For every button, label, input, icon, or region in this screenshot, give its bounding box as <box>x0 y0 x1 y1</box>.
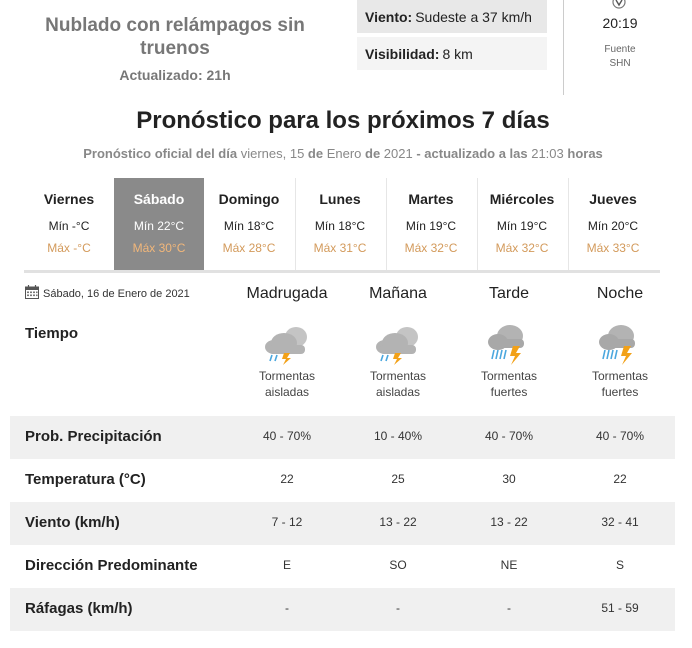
table-cell: - <box>396 601 400 615</box>
day-name: Domingo <box>218 191 280 207</box>
visibility-box <box>357 37 547 70</box>
weather-description: Tormentas fuertes <box>480 369 538 399</box>
table-cell: 25 <box>391 472 405 486</box>
day-min: Mín 18°C <box>314 219 366 233</box>
day-name: Martes <box>408 191 454 207</box>
period-noche: Noche <box>596 285 644 302</box>
table-cell: 22 <box>280 472 294 486</box>
table-row <box>10 502 675 545</box>
cloud-storm-isolated-icon <box>264 323 310 365</box>
period-madrugada: Madrugada <box>246 285 328 302</box>
day-tab-viernes[interactable] <box>24 178 114 270</box>
row-label: Temperatura (°C) <box>25 471 146 488</box>
detail-date: Sábado, 16 de Enero de 2021 <box>43 288 190 300</box>
table-cell: NE <box>500 558 518 572</box>
wind-value: Sudeste a 37 km/h <box>415 8 532 25</box>
table-cell: 40 - 70% <box>484 429 534 443</box>
day-min: Mín -°C <box>48 219 90 233</box>
day-max: Máx -°C <box>47 241 91 255</box>
table-cell: 22 <box>613 472 627 486</box>
table-cell: - <box>285 601 289 615</box>
day-min: Mín 22°C <box>133 219 185 233</box>
day-tab-domingo[interactable] <box>204 178 294 270</box>
day-name: Lunes <box>319 191 361 207</box>
current-time: 20:19 <box>602 15 638 31</box>
table-row <box>10 459 675 502</box>
day-tab-jueves[interactable] <box>568 178 658 270</box>
weather-description: Tormentas fuertes <box>591 369 649 399</box>
table-cell: 40 - 70% <box>262 429 312 443</box>
day-max: Máx 33°C <box>586 241 640 255</box>
row-label: Dirección Predominante <box>25 557 198 574</box>
day-min: Mín 20°C <box>587 219 639 233</box>
cloud-storm-isolated-icon <box>375 323 421 365</box>
weather-description: Tormentas aisladas <box>369 369 427 399</box>
day-max: Máx 32°C <box>495 241 549 255</box>
weather-row-label: Tiempo <box>25 325 79 342</box>
day-selector <box>24 178 660 273</box>
day-name: Jueves <box>589 191 637 207</box>
table-cell: - <box>507 601 511 615</box>
source-value: SHN <box>609 58 631 69</box>
day-tab-lunes[interactable] <box>295 178 385 270</box>
divider <box>563 0 564 95</box>
day-max: Máx 30°C <box>132 241 186 255</box>
table-cell: SO <box>389 558 407 572</box>
day-max: Máx 28°C <box>222 241 276 255</box>
table-cell: 32 - 41 <box>601 515 639 529</box>
source-label: Fuente <box>604 44 636 55</box>
period-tarde: Tarde <box>488 285 530 302</box>
table-cell: 10 - 40% <box>373 429 423 443</box>
visibility-value: 8 km <box>442 45 473 62</box>
cloud-storm-strong-icon <box>486 323 532 365</box>
day-tab-martes[interactable] <box>386 178 476 270</box>
day-min: Mín 19°C <box>496 219 548 233</box>
table-row <box>10 416 675 459</box>
weather-description: Tormentas aisladas <box>258 369 316 399</box>
table-cell: 40 - 70% <box>595 429 645 443</box>
day-name: Miércoles <box>489 191 555 207</box>
row-label: Ráfagas (km/h) <box>25 600 133 617</box>
wind-label: Viento: <box>365 8 413 25</box>
forecast-title: Pronóstico para los próximos 7 días <box>136 107 550 134</box>
day-tab-miercoles[interactable] <box>477 178 567 270</box>
visibility-label: Visibilidad: <box>365 45 440 62</box>
day-tab-sabado[interactable] <box>114 178 204 270</box>
table-row <box>10 545 675 588</box>
table-cell: 7 - 12 <box>271 515 303 529</box>
current-updated: Actualizado: 21h <box>119 67 231 83</box>
table-cell: S <box>615 558 624 572</box>
day-name: Viernes <box>43 191 95 207</box>
row-label: Prob. Precipitación <box>25 428 162 445</box>
current-description: Nublado con relámpagos sin truenos <box>45 15 305 59</box>
forecast-subtitle: Pronóstico oficial del día viernes, 15 de Enero de 2021 - actualizado a las 21:03 horas <box>83 146 603 161</box>
table-cell: 30 <box>502 472 516 486</box>
table-row <box>10 588 675 631</box>
calendar-icon <box>25 285 39 299</box>
wind-direction-icon <box>612 0 626 10</box>
period-manana: Mañana <box>369 285 427 302</box>
day-max: Máx 31°C <box>313 241 367 255</box>
day-min: Mín 18°C <box>223 219 275 233</box>
wind-box <box>357 0 547 33</box>
day-min: Mín 19°C <box>405 219 457 233</box>
table-cell: 51 - 59 <box>601 601 639 615</box>
table-cell: 13 - 22 <box>379 515 417 529</box>
day-name: Sábado <box>133 191 185 207</box>
table-cell: 13 - 22 <box>490 515 528 529</box>
table-cell: E <box>282 558 291 572</box>
day-max: Máx 32°C <box>404 241 458 255</box>
cloud-storm-strong-icon <box>597 323 643 365</box>
row-label: Viento (km/h) <box>25 514 120 531</box>
